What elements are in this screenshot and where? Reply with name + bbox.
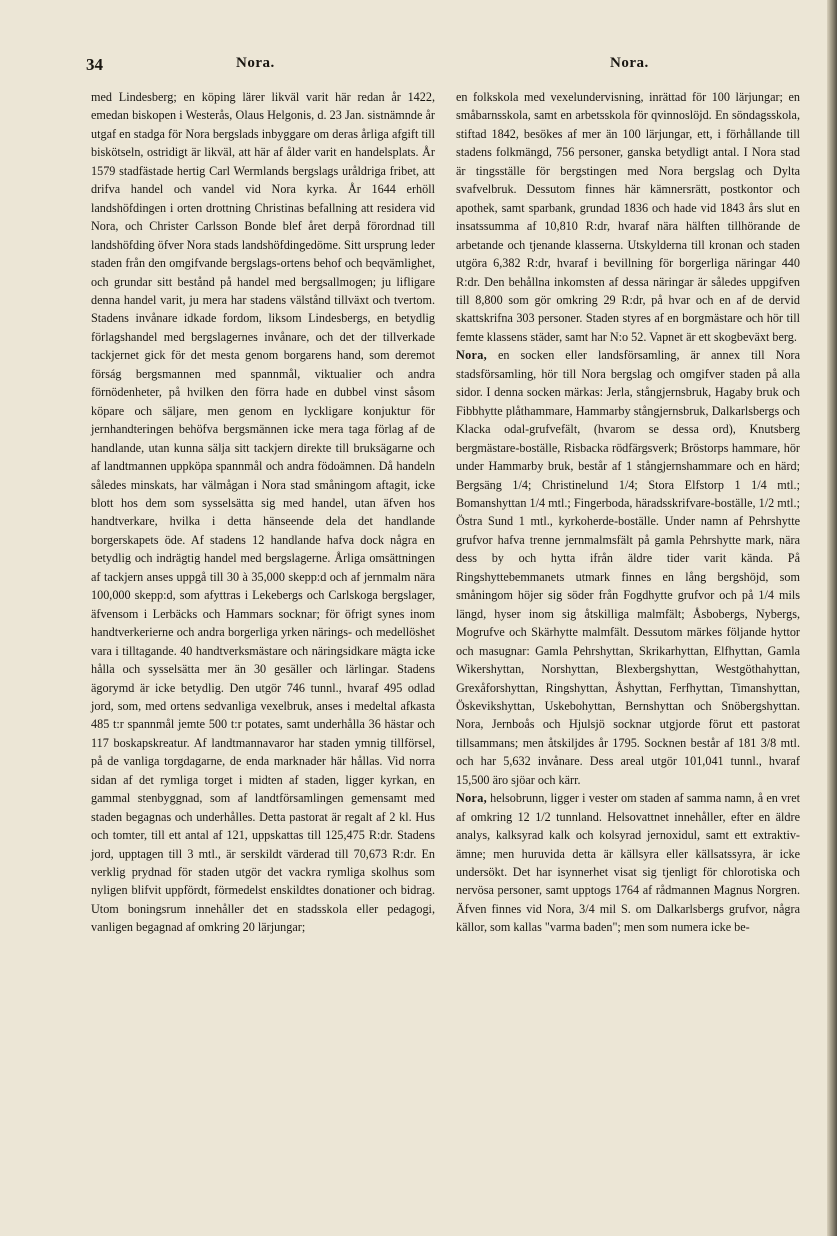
entry-head-parish: Nora, xyxy=(456,348,487,363)
right-column-continuation: en folkskola med vexelundervisning, inrättad för 100 lärjungar; en småbarnsskola, samt en arbetsskola för qvinnoslöjd. En söndagsskola, stiftad 1842, besökes af mer än 100 lärjungar, ett, i förhållande till stadens folkmängd, 756 personer, ganska betydligt antal. I Nora stad är tingsställe för bergstingen med Nora bergslag och Dylta svafvelbruk. Dessutom finnes här kämnersrätt, postkontor och apothek, samt sparbank, grundad 1836 och hade vid 1843 års slut en insatssumma af 10,810 R:dr, hvaraf nära hälften tillhörande de arbetande och tjenande klasserna. Utskylderna till kronan och staden utgöra 6,382 R:dr, hvaraf i bevillning för borgerliga näringar 440 R:dr. Den behållna inkomsten af dessa näringar är således uppgifven till 8,800 som gör omkring 29 R:dr, på hvar och en af de dervid skattskrifna 303 personer. Staden styres af en borgmästare och hör till femte klassens städer, samt har N:o 52. Vapnet är ett skogbeväxt berg. xyxy=(456,90,800,344)
entry-nora-parish xyxy=(456,346,800,789)
page-edge xyxy=(827,0,837,1236)
entry-nora-spring xyxy=(456,789,800,937)
left-column-text: med Lindesberg; en köping lärer likväl varit här redan år 1422, emedan biskopen i Westerås, Olaus Helgonis, d. 23 Jan. sistnämnde år utgaf en stadga för Nora bergslads inbyggare om deras årliga afgift till biskötseln, ostridigt är likväl, att här af ålder varit en handelsplats. År 1579 stadfästade hertig Carl Wermlands bergslags uråldriga fribet, att drifva handel och vandel vid Nora kyrka. År 1644 erhöll landshöfdingen i orten drottning Christinas befallning att residera vid Nora, och Christer Carlsson Bonde blef året derpå förordnad till landshöfding öfver Nora stads landshöfdingedöme. Sitt ursprung leder staden från den omgifvande bergslags-ortens behof och beqvämlighet, och grundar sitt bestånd på handel med bergsallmogen; ju lifligare denna handel varit, ju mera har stadens välstånd tillväxt och tvertom. Stadens invånare idkade fordom, liksom Lindesbergs, en betydlig förlagshandel med bergslagernes invånare, och det der tillverkade tackjernet gick för det mesta genom borgarens hand, som deremot förság bergsmannen med spannmål, viktualier och andra förnödenheter, på hvilken den förra hade en dubbel vinst såsom köpare och säljare, men genom en lyckligare konjuktur för jernhandteringen behöfva bergsmännen icke mera taga förlag af de handlande, utan kunna sälja sitt tackjern direkte till bruksägarne och af landtmannen uppköpa spannmål och andra födoämnen. Då handeln således minskats, har välmågan i Nora stad småningom aftagit, icke blott hos dem som sysselsätta sig med handel, utan äfven hos handtverkare, hvilka i detta hänseende dela det handlande borgerskapets öde. Af stadens 12 handlande hafva dock några en betydlig och indrägtig handel med bergslagerne. Årliga omsättningen af tackjern anses uppgå till 30 à 35,000 skepp:d och af jernmalm nära 100,000 skepp:d, som afyttras i Lekebergs och Carlskoga bergslager, äfvensom i Lerbäcks och Hammars socknar; för öfrigt synes inom handtverkerierne och andra borgerliga yrken närings- och medellöshet vara i tilltagande. 40 handtverksmästare och näringsidkare mägta icke hålla och sysselsätta mer än 30 gesäller och lärlingar. Stadens ägorymd är icke betydlig. Den utgör 746 tunnl., hvaraf 495 odlad jord, som, med ortens sedvanliga vexelbruk, anses i medeltal afkasta 485 t:r spannmål jemte 500 t:r potates, samt underhålla 36 hästar och 117 boskapskreatur. Af landtmannavaror har staden ymnig tillförsel, på de vanliga torgdagarne, de enda marknader här hållas. Vid norra sidan af det rymliga torget i midten af staden, ligger kyrkan, en gammal stenbyggnad, som af landtförsamlingen gemensamt med staden begagnas och underhålles. Detta pastorat är regalt af 2 kl. Hus och tomter, till ett antal af 121, uppskattas till 125,475 R:dr. Stadens jord, upptagen till 3 mtl., är serskildt värderad till 70,673 R:dr. En verklig prydnad för staden utgör det vackra rymliga skolhus som nyligen blifvit uppfördt, förmedelst enskildtes donationer och bidrag. Utom boningsrum innehåller det en stadsskola eller pedagogi, vanligen begagnad af omkring 20 lärjungar; xyxy=(91,90,435,935)
left-column xyxy=(91,88,435,937)
entry-head-spring: Nora, xyxy=(456,791,487,806)
entry-text-parish: en socken eller landsförsamling, är annex till Nora stadsförsamling, hör till Nora bergslag och omgifver staden på alla sidor. I denna socken märkas: Jerla, stångjernsbruk, Hagaby bruk och Fibbhytte plåthammare, Hammarby stångjernsbruk, Dalkarlsbergs och Klacka odal-grufvefält, (hvarom se dessa ord), Knutsberg bergmästare-boställe, Risbacka rödfärgsverk; Bröstorps hammare, hör under Hammarby bruk, består af 1 stångjernshammare och en härd; Bergsäng 1/4; Christinelund 1/4; Stora Elfstorp 1 1/4 mtl.; Bomanshyttan 1/4 mtl.; Fingerboda, häradsskrifvare-boställe, 1/2 mtl.; Östra Sund 1 mtl., kyrkoherde-boställe. Under namn af Pehrshytte grufvor hafva trenne jernmalmsfält på gamla Pehrshytte mark, nära dess by och hytta ifrån äldre tider varit kända. På Ringshyttebemmanets utmark finnes en lång bergshöjd, som småningom höjer sig söder från Fogdhytte grufvor och på 1/4 mils längd, hyser inom sig åtskilliga malmfält; Åsbobergs, Nybergs, Mogrufve och Skärhytte malmfält. Dessutom märkes följande hyttor och masugnar: Gamla Pehrshyttan, Skrikarhyttan, Elfhyttan, Gamla Wikershyttan, Norshyttan, Blexbergshyttan, Westgöthahyttan, Grexåforshyttan, Ringshyttan, Åshyttan, Ferfhyttan, Timanshyttan, Öskevikshyttan, Uskebohyttan, Bernshyttan och Snöbergshyttan. Nora, Jernboås och Hjulsjö socknar utgjorde förut ett pastorat tillsammans; men åtskiljdes år 1795. Socknen består af 181 3/8 mtl. och har 5,632 invånare. Dess areal utgör 101,041 tunnl., hvaraf 15,500 äro sjöar och kärr. xyxy=(456,348,800,787)
right-column xyxy=(456,88,800,937)
running-head-right: Nora. xyxy=(610,55,649,71)
running-head-left: Nora. xyxy=(236,55,275,71)
page-header xyxy=(86,55,804,79)
page-number: 34 xyxy=(86,55,103,74)
entry-text-spring: helsobrunn, ligger i vester om staden af samma namn, å en vret af omkring 12 1/2 tunnland. Helsovattnet innehåller, efter en äldre analys, kalksyrad kalk och kolsyrad jernoxidul, samt ett extraktiv-ämne; men huruvida detta är källsyra eller källsatssyra, är icke undersökt. Det har isynnerhet visat sig tjenligt för chlorotiska och nervösa personer, samt upptogs 1764 af rådmannen Magnus Norgren. Äfven finnes vid Nora, 3/4 mil S. om Dalkarlsbergs grufvor, några källor, som kallas "varma baden"; men som numera icke be- xyxy=(456,791,800,935)
